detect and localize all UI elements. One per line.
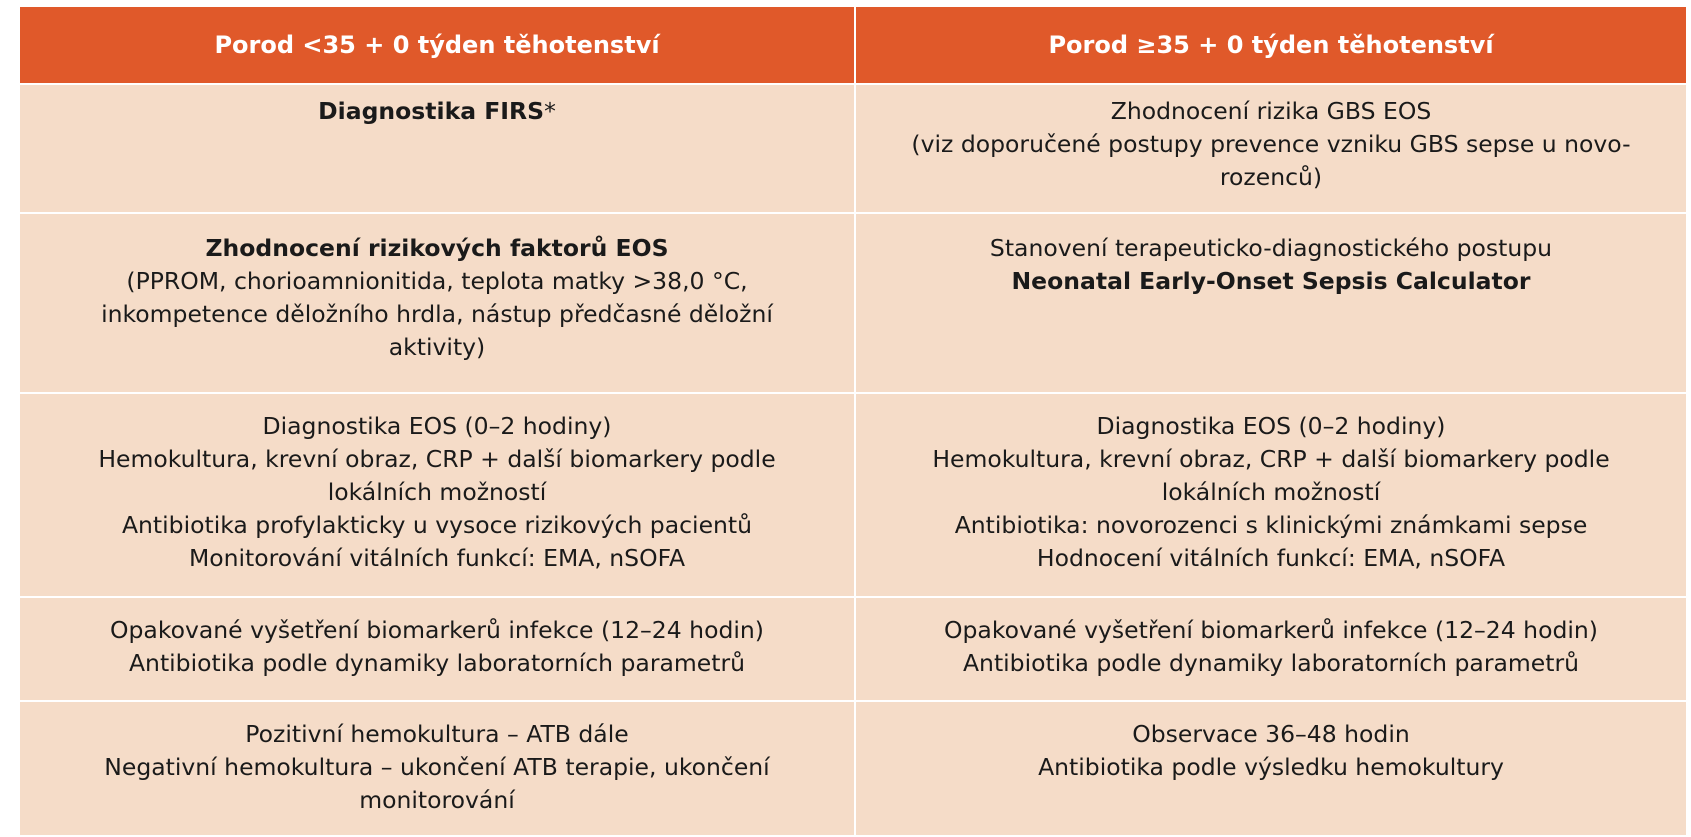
cell-line: aktivity) (388, 333, 486, 361)
table-cell (20, 597, 855, 701)
cell-line: Hodnocení vitálních funkcí: EMA, nSOFA (1036, 544, 1506, 572)
bold-title: Diagnostika FIRS (318, 97, 545, 125)
cell-line: monitorování (359, 786, 515, 814)
header-cell-under-35: Porod <35 + 0 týden těhotenství (20, 7, 855, 84)
cell-line: inkompetence děložního hrdla, nástup předčasné děložní (101, 300, 773, 328)
table-cell (20, 84, 855, 213)
table-cell (855, 213, 1686, 393)
cell-line: Antibiotika podle dynamiky laboratorních parametrů (128, 649, 746, 677)
table-cell (855, 597, 1686, 701)
cell-line: rozenců) (1219, 163, 1323, 191)
table-row (20, 597, 1686, 701)
table-row (20, 393, 1686, 597)
cell-line: Opakované vyšetření biomarkerů infekce (12–24 hodin) (944, 616, 1598, 644)
cell-line: (viz doporučené postupy prevence vzniku GBS sepse u novo- (911, 130, 1631, 158)
cell-line: Antibiotika podle výsledku hemokultury (1038, 753, 1504, 781)
cell-line: Monitorování vitálních funkcí: EMA, nSOFA (188, 544, 686, 572)
cell-line: Antibiotika podle dynamiky laboratorních parametrů (962, 649, 1580, 677)
cell-line: Opakované vyšetření biomarkerů infekce (12–24 hodin) (110, 616, 764, 644)
table-cell (20, 213, 855, 393)
cell-line: Hemokultura, krevní obraz, CRP + další biomarkery podle (98, 445, 776, 473)
table-cell (855, 84, 1686, 213)
table-cell (855, 393, 1686, 597)
cell-line: Diagnostika EOS (0–2 hodiny) (262, 412, 612, 440)
cell-line: Hemokultura, krevní obraz, CRP + další biomarkery podle (932, 445, 1610, 473)
cell-line: Pozitivní hemokultura – ATB dále (245, 720, 629, 748)
cell-title (54, 95, 820, 128)
bold-title: Zhodnocení rizikových faktorů EOS (205, 234, 669, 262)
cell-line: Antibiotika profylakticky u vysoce rizikových pacientů (121, 511, 753, 539)
cell-line: lokálních možností (1161, 478, 1381, 506)
table-row (20, 701, 1686, 836)
table-row (20, 84, 1686, 213)
cell-line: Antibiotika: novorozenci s klinickými známkami sepse (954, 511, 1588, 539)
cell-line: Diagnostika EOS (0–2 hodiny) (1096, 412, 1446, 440)
cell-line: Zhodnocení rizika GBS EOS (1110, 97, 1432, 125)
footnote-marker: * (544, 97, 556, 125)
sepsis-protocol-table (20, 7, 1686, 837)
table-header-row (20, 7, 1686, 84)
table-cell (20, 393, 855, 597)
cell-line: lokálních možností (327, 478, 547, 506)
cell-line: Stanovení terapeuticko-diagnostického postupu (989, 234, 1553, 262)
table-cell (855, 701, 1686, 836)
bold-line: Neonatal Early-Onset Sepsis Calculator (1011, 267, 1531, 295)
header-cell-35-and-over: Porod ≥35 + 0 týden těhotenství (855, 7, 1686, 84)
cell-line: Negativní hemokultura – ukončení ATB terapie, ukončení (104, 753, 770, 781)
cell-line: Observace 36–48 hodin (1132, 720, 1410, 748)
table-row (20, 213, 1686, 393)
cell-line: (PPROM, chorioamnionitida, teplota matky >38,0 °C, (126, 267, 748, 295)
table-cell (20, 701, 855, 836)
